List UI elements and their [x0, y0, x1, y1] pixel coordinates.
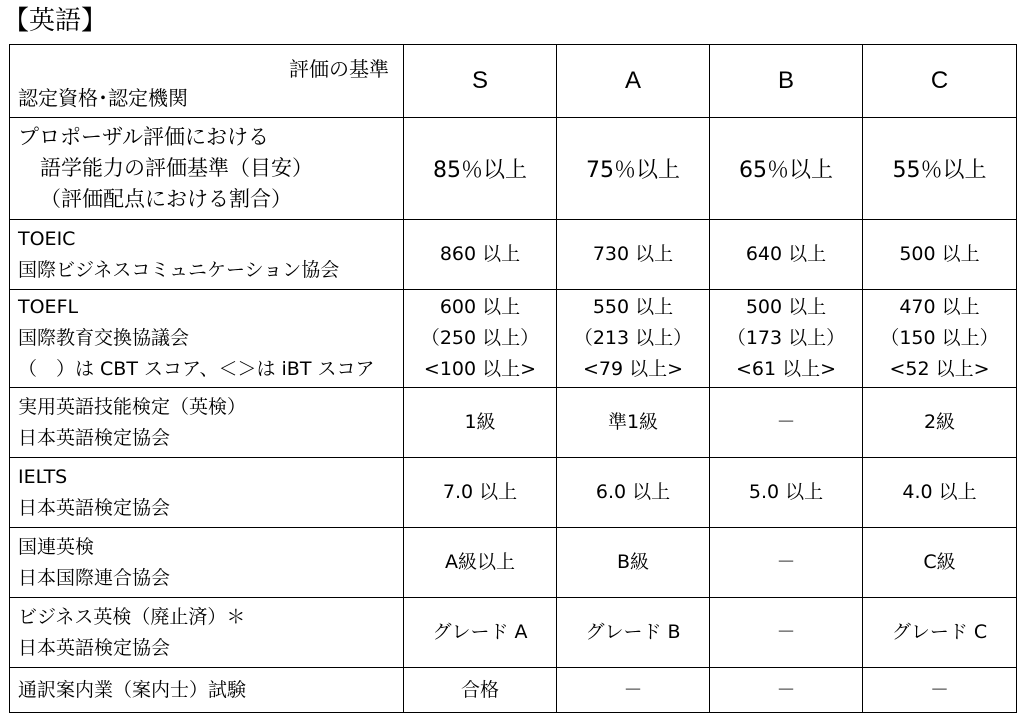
table-row — [10, 220, 1017, 290]
percent-label-line: （評価配点における割合） — [40, 187, 292, 211]
percent-row-label — [10, 118, 404, 220]
grade-s-header: S — [404, 45, 557, 118]
cell-line: － — [776, 678, 796, 701]
table-cell — [863, 388, 1017, 458]
table-row — [10, 388, 1017, 458]
row-label-line: 国連英検 — [18, 535, 95, 558]
page-title: 【英語】 — [3, 6, 108, 36]
cell-line: － — [776, 551, 796, 573]
table-cell — [557, 598, 710, 668]
cell-line: <61 以上> — [735, 358, 837, 380]
cell-line: 6.0 以上 — [595, 481, 671, 503]
cell-line: 550 以上 — [592, 296, 674, 318]
row-label-line: IELTS — [18, 465, 68, 488]
table-row — [10, 528, 1017, 598]
table-cell — [863, 220, 1017, 290]
table-cell — [710, 458, 863, 528]
cell-line: （213 以上） — [573, 327, 693, 349]
row-label-line: TOEFL — [18, 296, 79, 318]
percent-a: 75％以上 — [557, 118, 710, 220]
row-label-line: 通訳案内業（案内士）試験 — [18, 678, 247, 701]
row-label-line: 日本英語検定協会 — [18, 426, 171, 449]
cell-line: A級以上 — [445, 551, 515, 573]
cell-line: 4.0 以上 — [902, 481, 977, 503]
cell-line: － — [776, 621, 796, 643]
cell-line: － — [623, 678, 643, 701]
row-label-line: （ ）は CBT スコア、＜＞は iBT スコア — [18, 358, 375, 380]
table-cell — [710, 528, 863, 598]
criteria-label: 評価の基準 — [289, 57, 389, 81]
table-cell — [863, 290, 1017, 388]
cell-line: （150 以上） — [880, 327, 999, 349]
table-cell — [710, 668, 863, 713]
grade-c-header: C — [863, 45, 1017, 118]
percent-b: 65％以上 — [710, 118, 863, 220]
header-row — [10, 45, 1017, 118]
table-cell — [863, 458, 1017, 528]
percent-label-line: 語学能力の評価基準（目安） — [40, 156, 313, 180]
table-cell — [557, 668, 710, 713]
row-label-business-eiken — [10, 598, 404, 668]
cell-line: 1級 — [464, 411, 496, 433]
cell-line: C級 — [923, 551, 956, 573]
table-cell — [404, 220, 557, 290]
cell-line: 600 以上 — [439, 296, 521, 318]
cell-line: （173 以上） — [726, 327, 846, 349]
cell-line: （250 以上） — [420, 327, 540, 349]
row-label-line: 日本英語検定協会 — [18, 496, 171, 519]
cell-line: 640 以上 — [745, 243, 827, 265]
row-label-line: 国際教育交換協議会 — [18, 327, 190, 349]
table-cell — [710, 220, 863, 290]
cell-line: <100 以上> — [423, 358, 537, 380]
cell-line: 860 以上 — [439, 243, 521, 265]
table-cell — [404, 388, 557, 458]
cell-line: 500 以上 — [745, 296, 827, 318]
cell-line: 730 以上 — [592, 243, 674, 265]
row-label-line: TOEIC — [18, 227, 76, 250]
cell-line: 5.0 以上 — [748, 481, 824, 503]
english-criteria-table — [9, 44, 1017, 713]
qualification-label: 認定資格･認定機関 — [18, 86, 188, 110]
row-label-line: 国際ビジネスコミュニケーション協会 — [18, 258, 340, 281]
table-cell — [710, 290, 863, 388]
percent-label-line: プロポーザル評価における — [18, 125, 269, 149]
table-cell — [863, 528, 1017, 598]
cell-line: 準1級 — [607, 411, 659, 433]
row-label-toefl — [10, 290, 404, 388]
table-cell — [863, 668, 1017, 713]
table-row — [10, 458, 1017, 528]
table-row — [10, 598, 1017, 668]
table-cell — [404, 598, 557, 668]
cell-line: B級 — [616, 551, 650, 573]
row-label-line: ビジネス英検（廃止済）＊ — [18, 605, 246, 628]
row-label-guide-interpreter — [10, 668, 404, 713]
grade-b-header: B — [710, 45, 863, 118]
header-corner-cell — [10, 45, 404, 118]
cell-line: 500 以上 — [899, 243, 980, 265]
row-label-line: 日本国際連合協会 — [18, 566, 171, 589]
row-label-eiken — [10, 388, 404, 458]
table-cell — [404, 290, 557, 388]
cell-line: <52 以上> — [889, 358, 990, 380]
row-label-toeic — [10, 220, 404, 290]
table-cell — [557, 528, 710, 598]
table-cell — [404, 668, 557, 713]
percent-s: 85％以上 — [404, 118, 557, 220]
cell-line: 7.0 以上 — [442, 481, 518, 503]
row-label-un-eiken — [10, 528, 404, 598]
table-cell — [863, 598, 1017, 668]
table-cell — [557, 388, 710, 458]
cell-line: － — [776, 411, 796, 433]
cell-line: － — [929, 678, 949, 701]
table-cell — [404, 528, 557, 598]
table-cell — [404, 458, 557, 528]
cell-line: グレード B — [585, 621, 681, 643]
table-cell — [557, 220, 710, 290]
table-row — [10, 668, 1017, 713]
cell-line: グレード C — [891, 621, 988, 643]
percent-c: 55％以上 — [863, 118, 1017, 220]
row-label-line: 実用英語技能検定（英検） — [18, 395, 247, 418]
cell-line: グレード A — [432, 621, 528, 643]
table-cell — [710, 388, 863, 458]
cell-line: 合格 — [460, 678, 499, 701]
cell-line: 2級 — [923, 411, 956, 433]
row-label-ielts — [10, 458, 404, 528]
row-label-line: 日本英語検定協会 — [18, 636, 171, 659]
table-cell — [557, 290, 710, 388]
cell-line: <79 以上> — [582, 358, 684, 380]
percent-row — [10, 118, 1017, 220]
cell-line: 470 以上 — [899, 296, 980, 318]
table-cell — [710, 598, 863, 668]
grade-a-header: A — [557, 45, 710, 118]
table-row — [10, 290, 1017, 388]
table-cell — [557, 458, 710, 528]
